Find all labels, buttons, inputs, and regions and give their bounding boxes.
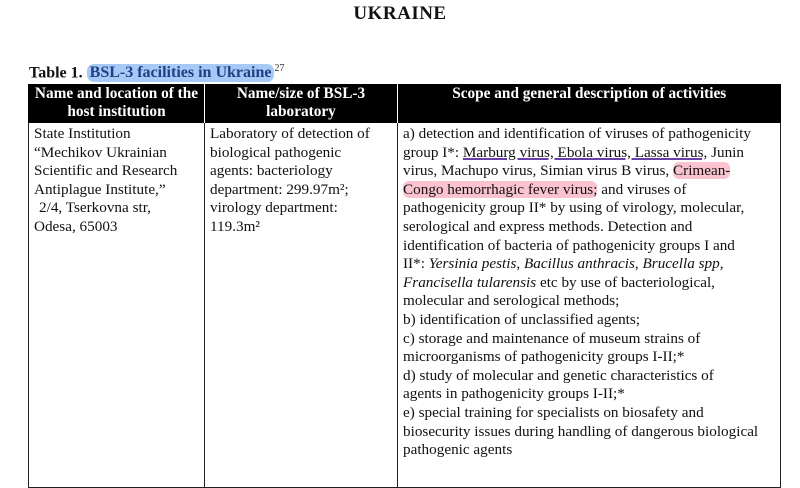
text-line: biosecurity issues during handling of dangerous biological xyxy=(403,422,759,440)
text-line: Scientific and Research xyxy=(34,162,178,180)
text-fragment: , xyxy=(719,255,724,273)
text-line: molecular and serological methods; xyxy=(403,292,620,310)
text-line: department: 299.97m²; xyxy=(210,180,349,198)
text-line xyxy=(403,255,776,274)
text-line: Antiplague Institute,” xyxy=(34,180,166,198)
caption-footnote-marker: 27 xyxy=(274,63,285,74)
text-fragment: group I*: xyxy=(403,143,463,161)
text-line: 2/4, Tserkovna str, xyxy=(39,199,151,217)
text-line xyxy=(403,162,776,181)
table-header-row xyxy=(29,84,781,123)
species-name: Bacillus anthracis xyxy=(523,255,635,273)
text-line xyxy=(403,181,776,200)
text-line xyxy=(403,274,776,293)
text-line: identification of bacteria of pathogenicity groups I and xyxy=(403,236,735,254)
text-line: pathogenicity group II* by using of virology, molecular, xyxy=(403,199,745,217)
text-line: e) special training for specialists on biosafety and xyxy=(403,403,704,421)
table-caption xyxy=(29,63,284,82)
text-fragment: II*: xyxy=(403,255,429,273)
text-line: virology department: xyxy=(210,199,338,217)
text-line: microorganisms of pathogenicity groups I-II;* xyxy=(403,348,685,366)
header-scope: Scope and general description of activities xyxy=(398,84,781,123)
underlined-virus-names: Marburg virus, Ebola virus, Lassa virus, xyxy=(462,143,708,161)
text-line: biological pathogenic xyxy=(210,143,342,161)
text-fragment: Junin xyxy=(707,143,744,161)
highlighted-virus-name: Congo hemorrhagic fever virus; xyxy=(403,180,598,198)
header-host-institution: Name and location of the host institution xyxy=(29,84,205,123)
text-line: Odesa, 65003 xyxy=(34,217,118,235)
text-fragment: etc by use of bacteriological, xyxy=(536,273,715,291)
text-line: 119.3m² xyxy=(210,217,260,235)
header-lab-size: Name/size of BSL-3 laboratory xyxy=(205,84,398,123)
caption-prefix: Table 1. xyxy=(29,64,87,82)
text-fragment: virus, Machupo virus, Simian virus B virus, xyxy=(403,162,673,180)
cell-lab-size xyxy=(205,123,398,488)
text-fragment: , xyxy=(516,255,524,273)
text-line: Laboratory of detection of xyxy=(210,125,370,142)
text-fragment: , xyxy=(634,255,643,273)
text-line: a) detection and identification of viruses of pathogenicity xyxy=(403,125,751,142)
text-line: agents: bacteriology xyxy=(210,162,333,180)
highlighted-virus-name: Crimean- xyxy=(673,162,731,180)
text-line: “Mechikov Ukrainian xyxy=(34,143,167,161)
species-name: Francisella tularensis xyxy=(403,273,537,291)
species-name: Yersinia pestis xyxy=(428,255,517,273)
text-line xyxy=(403,144,776,163)
page-heading: UKRAINE xyxy=(353,3,447,24)
cell-scope xyxy=(398,123,781,488)
text-line: agents in pathogenicity groups I-II;* xyxy=(403,385,625,403)
cell-host-institution xyxy=(29,123,205,488)
species-name: Brucella spp xyxy=(642,255,720,273)
text-line: State Institution xyxy=(34,125,131,142)
caption-highlighted-title: BSL-3 facilities in Ukraine xyxy=(87,64,275,82)
table-row xyxy=(29,123,781,488)
text-line: b) identification of unclassified agents; xyxy=(403,310,641,328)
text-line: d) study of molecular and genetic characteristics of xyxy=(403,366,714,384)
text-line: pathogenic agents xyxy=(403,441,513,459)
text-line: serological and express methods. Detection and xyxy=(403,217,693,235)
text-line: c) storage and maintenance of museum strains of xyxy=(403,329,701,347)
text-fragment: and viruses of xyxy=(597,180,687,198)
bsl3-facilities-table xyxy=(28,84,781,488)
